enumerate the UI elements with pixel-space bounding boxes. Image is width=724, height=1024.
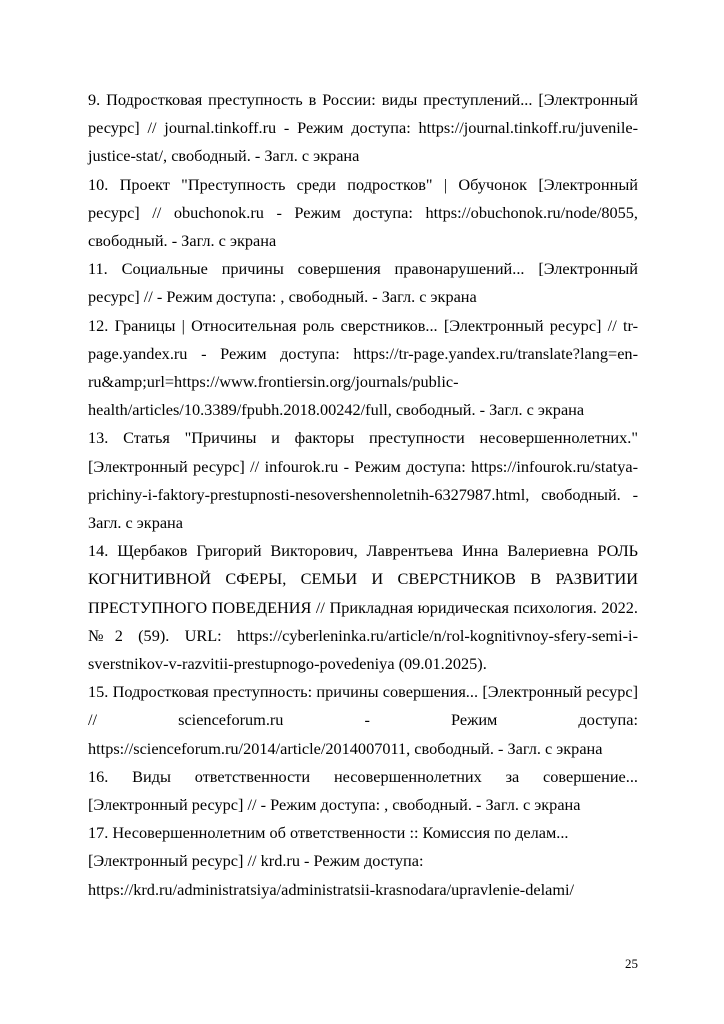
reference-item-14: 14. Щербаков Григорий Викторович, Лаврентьева Инна Валериевна РОЛЬ КОГНИТИВНОЙ СФЕРЫ, СЕМЬИ И СВЕРСТНИКОВ В РАЗВИТИИ ПРЕСТУПНОГО ПОВЕДЕНИЯ // Прикладная юридическая психология. 2022. №2 (59). URL: https://cyberleninka.ru/article/n/rol-kognitivnoy-sfery-semi-i-sverstnikov-v-razvitii-prestupnogo-povedeniya (09.01.2025). <box>88 541 638 674</box>
reference-item-16: 16. Виды ответственности несовершеннолетних за совершение... [Электронный ресурс] // - Режим доступа: , свободный. - Загл. с экрана <box>88 766 638 815</box>
reference-list <box>88 86 638 904</box>
page-number: 25 <box>625 956 638 971</box>
reference-item-9: 9. Подростковая преступность в России: виды преступлений... [Электронный ресурс] // journal.tinkoff.ru - Режим доступа: https://journal.tinkoff.ru/juvenile-justice-stat/, свободный. - Загл. с экрана <box>88 90 638 166</box>
reference-item-15: 15. Подростковая преступность: причины совершения... [Электронный ресурс] // scienceforum.ru - Режим доступа: https://scienceforum.ru/2014/article/2014007011, свободный. - Загл. с экрана <box>88 682 638 758</box>
reference-item-11: 11. Социальные причины совершения правонарушений... [Электронный ресурс] // - Режим доступа: , свободный. - Загл. с экрана <box>88 259 638 307</box>
reference-item-12: 12. Границы | Относительная роль сверстников... [Электронный ресурс] // tr-page.yandex.ru - Режим доступа: https://tr-page.yandex.ru/translate?lang=en-ru&amp;url=https://www.frontiersin.org/journals/public-health/articles/10.3389/fpubh.2018.00242/full, свободный. - Загл. с экрана <box>88 315 638 420</box>
reference-item-10: 10. Проект "Преступность среди подростков" | Обучонок [Электронный ресурс] // obuchonok.ru - Режим доступа: https://obuchonok.ru/node/8055, свободный. - Загл. с экрана <box>88 174 638 251</box>
reference-item-13: 13. Статья "Причины и факторы преступности несовершеннолетних." [Электронный ресурс] // infourok.ru - Режим доступа: https://infourok.ru/statya-prichiny-i-faktory-prestupnosti-nesovershennoletnih-6327987.html, свободный. - Загл. с экрана <box>88 428 638 533</box>
reference-item-17: 17. Несовершеннолетним об ответственности :: Комиссия по делам... [Электронный ресурс] // krd.ru - Режим доступа: https://krd.ru/administratsiya/administratsii-krasnodara/upravlenie-delami/ <box>88 823 575 899</box>
